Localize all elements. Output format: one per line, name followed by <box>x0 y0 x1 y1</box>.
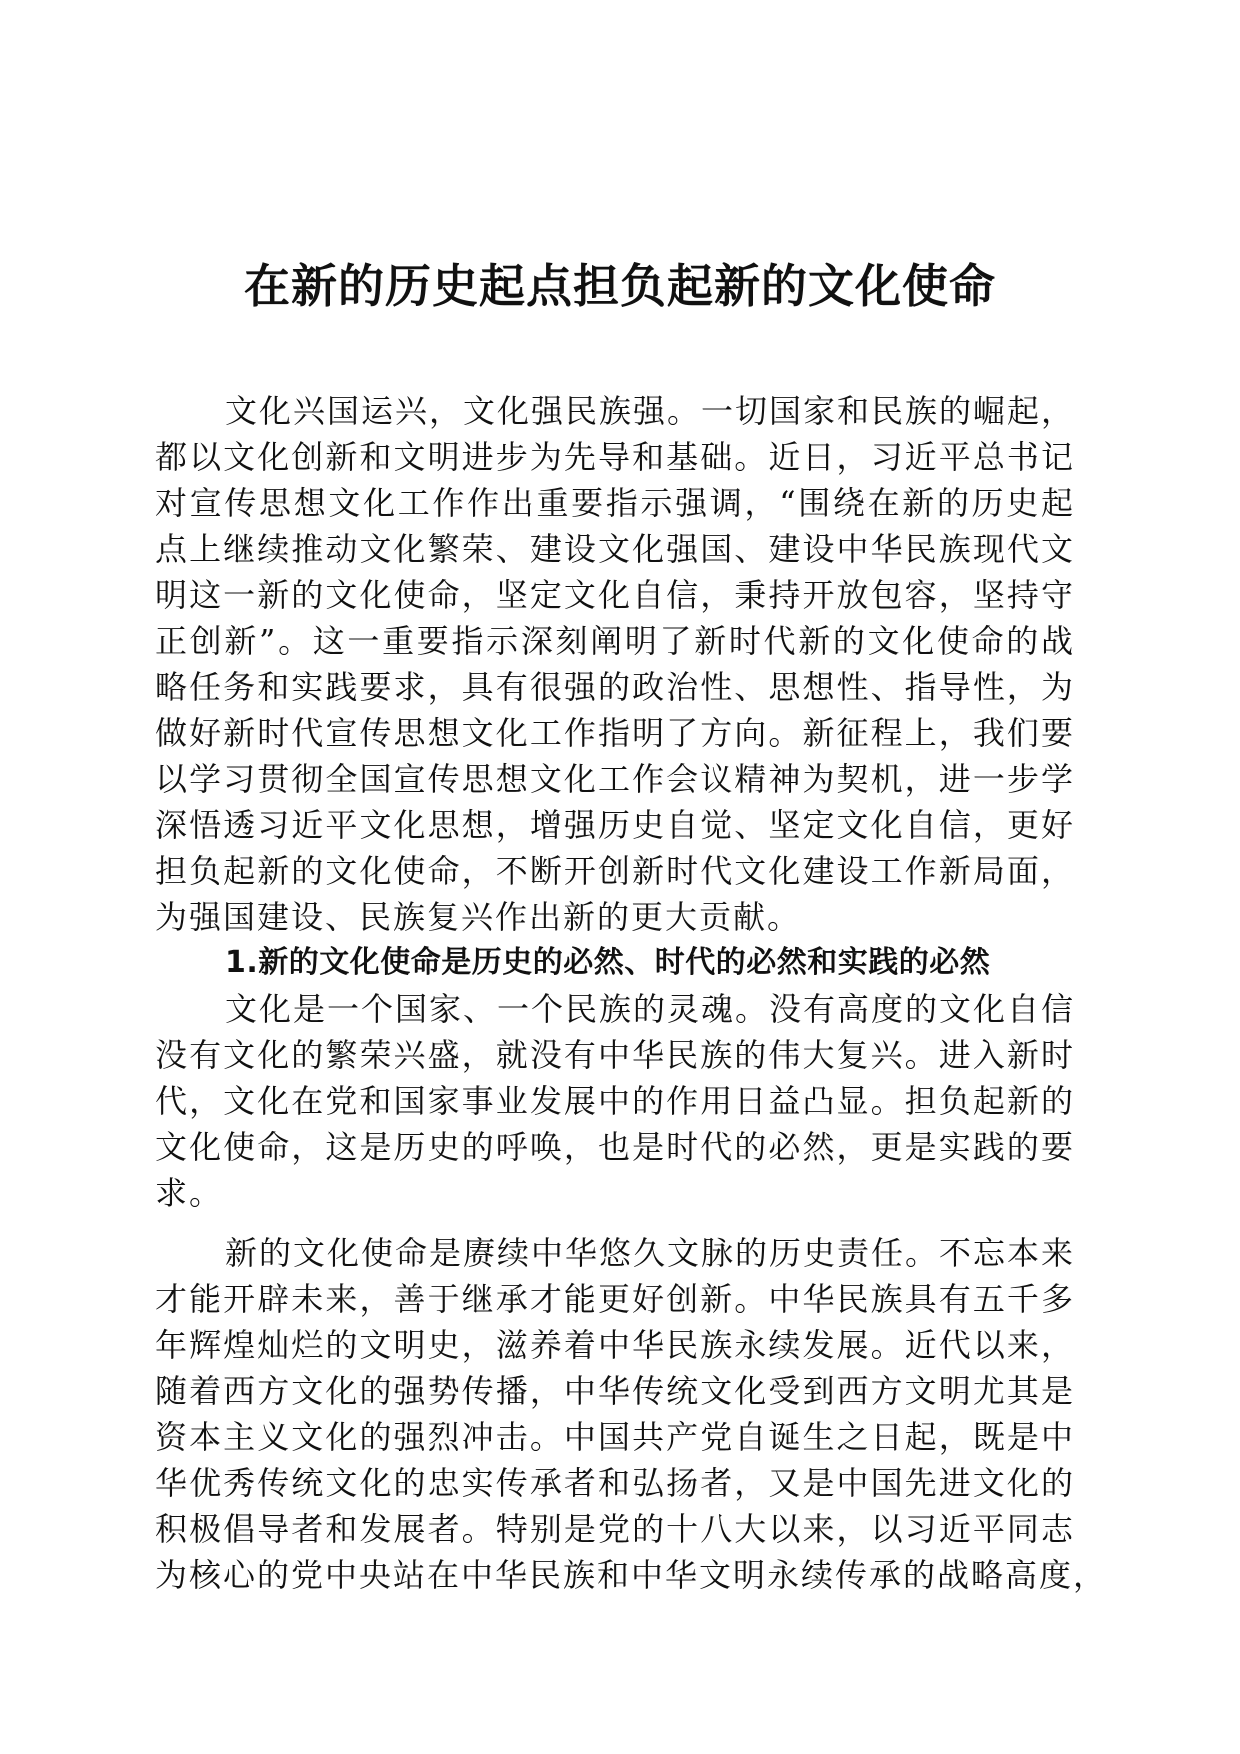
text-line: 文化使命，这是历史的呼唤，也是时代的必然，更是实践的要 <box>155 1128 1075 1166</box>
paragraph <box>155 986 1075 1216</box>
text-line: 对宣传思想文化工作作出重要指示强调，“围绕在新的历史起 <box>155 484 1075 522</box>
text-line: 才能开辟未来，善于继承才能更好创新。中华民族具有五千多 <box>155 1280 1075 1318</box>
text-line: 为强国建设、民族复兴作出新的更大贡献。 <box>155 898 802 936</box>
text-line: 点上继续推动文化繁荣、建设文化强国、建设中华民族现代文 <box>155 530 1075 568</box>
text-line: 年辉煌灿烂的文明史，滋养着中华民族永续发展。近代以来， <box>155 1326 1075 1364</box>
text-line: 正创新”。这一重要指示深刻阐明了新时代新的文化使命的战 <box>155 622 1075 660</box>
text-line: 积极倡导者和发展者。特别是党的十八大以来，以习近平同志 <box>155 1510 1075 1548</box>
text-line: 为核心的党中央站在中华民族和中华文明永续传承的战略高度， <box>155 1556 1108 1594</box>
text-line: 深悟透习近平文化思想，增强历史自觉、坚定文化自信，更好 <box>155 806 1075 844</box>
text-line: 代，文化在党和国家事业发展中的作用日益凸显。担负起新的 <box>155 1082 1075 1120</box>
text-line: 都以文化创新和文明进步为先导和基础。近日，习近平总书记 <box>155 438 1075 476</box>
text-line: 华优秀传统文化的忠实传承者和弘扬者，又是中国先进文化的 <box>155 1464 1075 1502</box>
text-line: 文化兴国运兴，文化强民族强。一切国家和民族的崛起， <box>225 392 1076 430</box>
text-line: 明这一新的文化使命，坚定文化自信，秉持开放包容，坚持守 <box>155 576 1075 614</box>
text-line: 随着西方文化的强势传播，中华传统文化受到西方文明尤其是 <box>155 1372 1075 1410</box>
text-line: 文化是一个国家、一个民族的灵魂。没有高度的文化自信 <box>225 990 1076 1028</box>
text-line: 担负起新的文化使命，不断开创新时代文化建设工作新局面， <box>155 852 1075 890</box>
paragraph <box>155 388 1075 940</box>
text-line: 做好新时代宣传思想文化工作指明了方向。新征程上，我们要 <box>155 714 1075 752</box>
section-heading: 1.新的文化使命是历史的必然、时代的必然和实践的必然 <box>225 945 991 980</box>
text-line: 没有文化的繁荣兴盛，就没有中华民族的伟大复兴。进入新时 <box>155 1036 1075 1074</box>
document-title: 在新的历史起点担负起新的文化使命 <box>244 259 996 313</box>
text-line: 求。 <box>155 1174 224 1212</box>
text-line: 以学习贯彻全国宣传思想文化工作会议精神为契机，进一步学 <box>155 760 1075 798</box>
text-line: 略任务和实践要求，具有很强的政治性、思想性、指导性，为 <box>155 668 1075 706</box>
text-line: 资本主义文化的强烈冲击。中国共产党自诞生之日起，既是中 <box>155 1418 1075 1456</box>
text-line: 新的文化使命是赓续中华悠久文脉的历史责任。不忘本来 <box>225 1234 1076 1272</box>
document-body <box>155 388 1108 1598</box>
paragraph-gap <box>155 1216 1075 1230</box>
paragraph <box>155 1230 1108 1598</box>
